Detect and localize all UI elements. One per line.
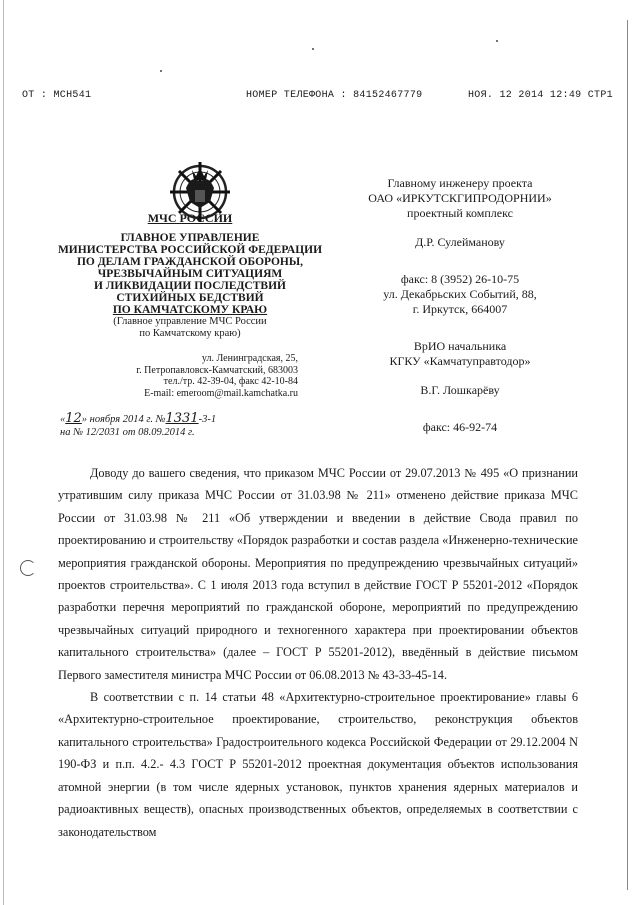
scan-speck (496, 40, 498, 42)
fax-header (0, 90, 640, 106)
page-edge-left (3, 0, 4, 905)
addressee-city: г. Иркутск, 664007 (412, 302, 508, 316)
addressee-block (340, 176, 580, 435)
org-name-line: ПО ДЕЛАМ ГРАЖДАНСКОЙ ОБОРОНЫ, (76, 256, 304, 268)
ref-prefix: « (60, 414, 66, 425)
scan-speck (312, 48, 314, 50)
org-name-line: И ЛИКВИДАЦИИ ПОСЛЕДСТВИЙ (94, 280, 286, 292)
org-name-line: МИНИСТЕРСТВА РОССИЙСКОЙ ФЕДЕРАЦИИ (57, 244, 323, 256)
org-short-name: по Камчатскому краю) (139, 328, 241, 339)
org-name-line: ЧРЕЗВЫЧАЙНЫМ СИТУАЦИЯМ (97, 268, 283, 280)
addressee-fax: факс: 8 (3952) 26-10-75 (400, 272, 520, 286)
sender-email-line: E-mail: emeroom@mail.kamchatka.ru (144, 387, 298, 399)
addressee-title: Главному инженеру проекта (387, 176, 533, 190)
sender-address-line: г. Петропавловск-Камчатский, 683003 (136, 364, 298, 376)
ref-incoming: на № 12/2031 от 08.09.2014 г. (60, 427, 195, 438)
org-name-line: ГЛАВНОЕ УПРАВЛЕНИЕ (120, 232, 260, 244)
addressee-company: ОАО «ИРКУТСКГИПРОДОРНИИ» (368, 191, 552, 205)
ref-day: 12 (65, 411, 82, 426)
fax-date: НОЯ. 12 2014 12:49 СТР1 (468, 90, 613, 101)
ref-number: 1331 (165, 411, 199, 426)
addressee-street: ул. Декабрьских Событий, 88, (383, 287, 537, 301)
ref-suffix: -3-1 (198, 414, 217, 425)
page-edge-right (627, 20, 628, 890)
fax-from: ОТ : МСН541 (22, 90, 92, 101)
addressee2-person: В.Г. Лошкарёву (420, 383, 500, 397)
org-name-line: ПО КАМЧАТСКОМУ КРАЮ (112, 304, 268, 316)
addressee2-fax: факс: 46-92-74 (422, 420, 498, 434)
fax-phone: НОМЕР ТЕЛЕФОНА : 84152467779 (246, 90, 423, 101)
sender-contacts (40, 353, 340, 399)
addressee2-title: ВрИО начальника (413, 339, 507, 353)
body-paragraph: В соответствии с п. 14 статьи 48 «Архитектурно-строительное проектирование» главы 6 «Архитектурно-строительное проектирование, строительство, реконструкция объектов капитального строительства» Градостроительного кодекса Российской Федерации от 29.12.2004 N 190-ФЗ и п.п. 4.2.- 4.3 ГОСТ Р 55201-2012 проектная документация объектов использования атомной энергии (в том числе ядерных установок, пунктов хранения ядерных материалов и радиоактивных веществ), опасных производственных объектов, определяемых в соответствии с законодательством (58, 690, 578, 839)
letter-body (58, 462, 578, 843)
org-short-name: (Главное управление МЧС России (113, 316, 267, 327)
org-name-line: СТИХИЙНЫХ БЕДСТВИЙ (116, 292, 264, 304)
sender-organization (40, 212, 340, 340)
binder-hole-mark (20, 560, 36, 576)
body-paragraph: Доводу до вашего сведения, что приказом МЧС России от 29.07.2013 № 495 «О признании утратившим силу приказа МЧС России от 31.03.98 № 211» отменено действие приказа МЧС России от 31.03.98 № 211 «Об утверждении и введении в действие Свода правил по проектированию и строительству «Порядок разработки и состав раздела «Инженерно-технические мероприятия гражданской обороны. Мероприятия по предупреждению чрезвычайных ситуаций» проектов строительства». С 1 июля 2013 года вступил в действие ГОСТ Р 55201-2012 «Порядок разработки перечня мероприятий по гражданской обороне, мероприятий по предупреждению чрезвычайных ситуаций природного и техногенного характера при проектировании объектов капитального строительства» (далее – ГОСТ Р 55201-2012), введённый в действие письмом Первого заместителя министра МЧС России от 06.08.2013 № 43-33-45-14. (58, 466, 578, 682)
sender-phone-line: тел./тр. 42-39-04, факс 42-10-84 (163, 376, 298, 387)
sender-address-line: ул. Ленинградская, 25, (201, 353, 298, 364)
addressee2-org: КГКУ «Камчатуправтодор» (389, 354, 531, 368)
addressee-person: Д.Р. Сулейманову (415, 235, 505, 249)
ref-middle: » ноября 2014 г. № (81, 414, 166, 425)
addressee-dept: проектный комплекс (407, 206, 513, 220)
outgoing-reference (60, 412, 300, 439)
scan-speck (160, 70, 162, 72)
agency-name: МЧС РОССИИ (147, 211, 233, 225)
